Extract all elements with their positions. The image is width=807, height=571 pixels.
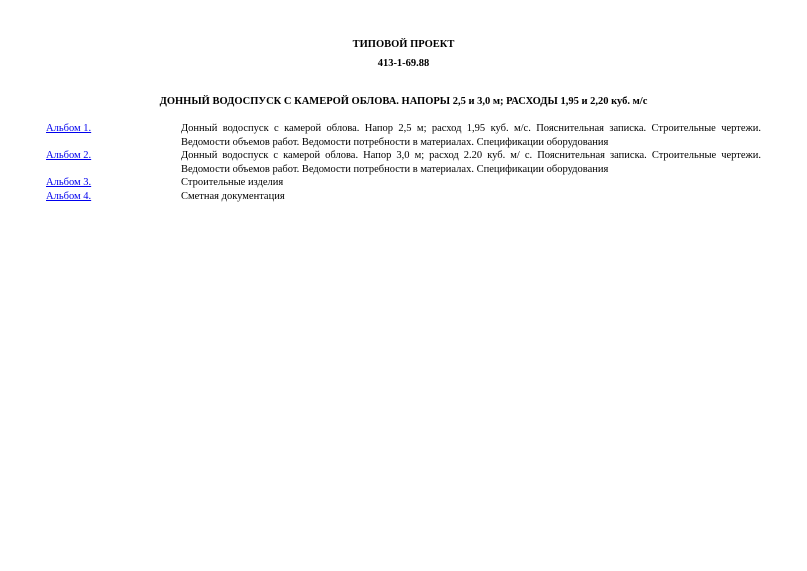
document-type-heading: ТИПОВОЙ ПРОЕКТ — [352, 39, 455, 50]
album-1-link[interactable]: Альбом 1. — [46, 123, 92, 134]
album-3-link[interactable]: Альбом 3. — [46, 177, 92, 189]
document-title: ДОННЫЙ ВОДОСПУСК С КАМЕРОЙ ОБЛОВА. НАПОРЫ 2,5 и 3,0 м; РАСХОДЫ 1,95 и 2,20 куб. м/с — [159, 96, 648, 107]
album-row-1 — [0, 122, 807, 149]
album-2-link[interactable]: Альбом 2. — [46, 150, 92, 162]
album-3-description: Строительные изделия — [181, 177, 284, 189]
album-1-description: Донный водоспуск с камерой облова. Напор 2,5 м; расход 1,95 куб. м/с. Пояснительная записка. Строительные чертежи. Ведомости объемов работ. Ведомости потребности в материалах. Спецификации оборудования — [181, 123, 761, 148]
album-list — [0, 122, 807, 204]
album-2-description: Донный водоспуск с камерой облова. Напор 3,0 м; расход 2.20 куб. м/ с. Пояснительная записка. Строительные чертежи. Ведомости объемов работ. Ведомости потребности в материалах. Спецификации оборудования — [181, 150, 761, 175]
album-4-description: Сметная документация — [181, 190, 285, 202]
album-row-3 — [0, 176, 807, 190]
document-number: 413-1-69.88 — [377, 58, 430, 69]
album-4-link[interactable]: Альбом 4. — [46, 190, 92, 202]
album-row-4 — [0, 190, 807, 204]
album-row-2 — [0, 149, 807, 176]
